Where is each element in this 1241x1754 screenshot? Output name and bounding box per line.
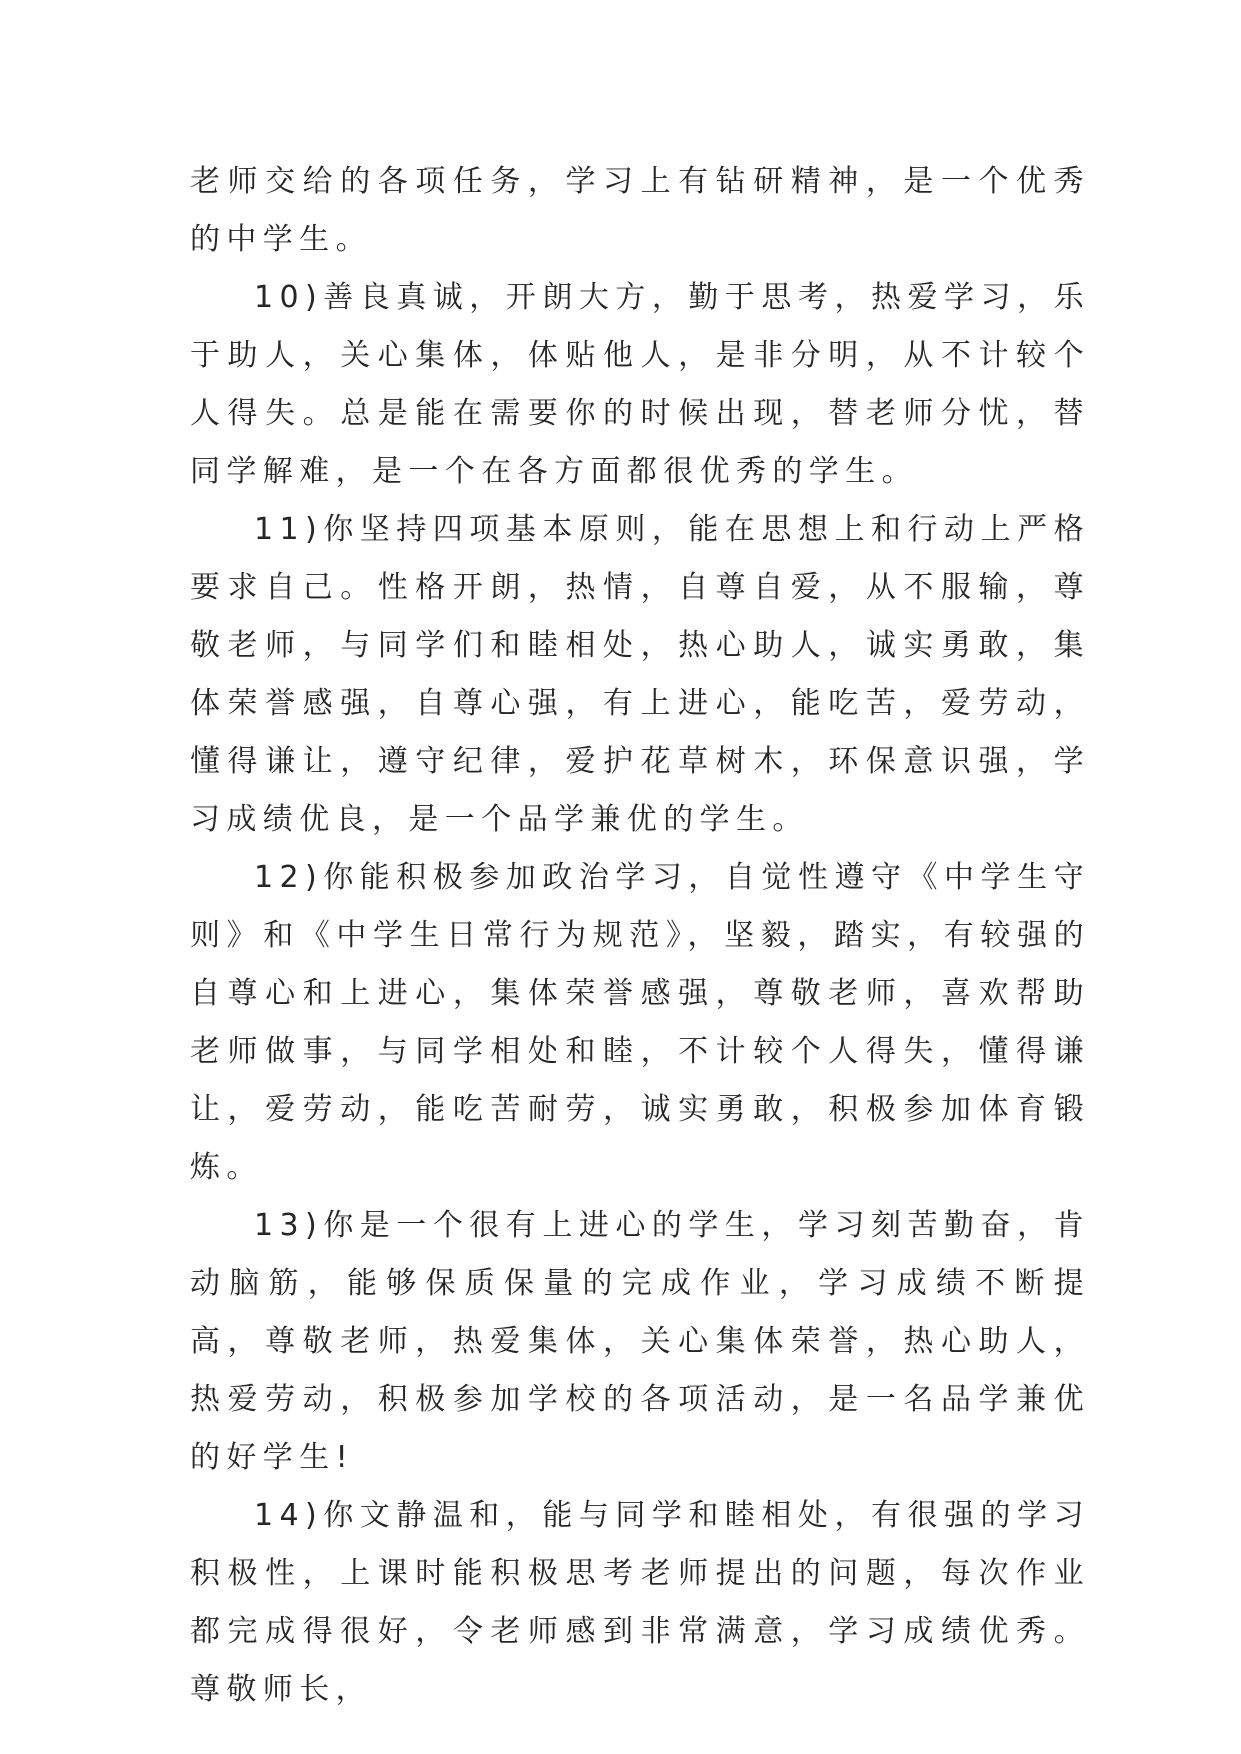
paragraph-10: 10)善良真诚，开朗大方，勤于思考，热爱学习，乐于助人，关心集体，体贴他人，是非分明，从不计较个人得失。总是能在需要你的时候出现，替老师分忧，替同学解难，是一个在各方面都很优秀的学生。 — [190, 280, 1090, 489]
paragraph-continued: 老师交给的各项任务，学习上有钻研精神，是一个优秀的中学生。 — [190, 164, 1090, 257]
document-body — [190, 153, 1090, 1719]
paragraph-14: 14)你文静温和，能与同学和睦相处，有很强的学习积极性，上课时能积极思考老师提出的问题，每次作业都完成得很好，令老师感到非常满意，学习成绩优秀。尊敬师长， — [190, 1498, 1090, 1707]
paragraph-12: 12)你能积极参加政治学习，自觉性遵守《中学生守则》和《中学生日常行为规范》，坚毅，踏实，有较强的自尊心和上进心，集体荣誉感强，尊敬老师，喜欢帮助老师做事，与同学相处和睦，不计较个人得失，懂得谦让，爱劳动，能吃苦耐劳，诚实勇敢，积极参加体育锻炼。 — [190, 860, 1090, 1185]
paragraph-11: 11)你坚持四项基本原则，能在思想上和行动上严格要求自己。性格开朗，热情，自尊自爱，从不服输，尊敬老师，与同学们和睦相处，热心助人，诚实勇敢，集体荣誉感强，自尊心强，有上进心，能吃苦，爱劳动，懂得谦让，遵守纪律，爱护花草树木，环保意识强，学习成绩优良，是一个品学兼优的学生。 — [190, 512, 1090, 837]
paragraph-13: 13)你是一个很有上进心的学生，学习刻苦勤奋，肯动脑筋，能够保质保量的完成作业，学习成绩不断提高，尊敬老师，热爱集体，关心集体荣誉，热心助人，热爱劳动，积极参加学校的各项活动，是一名品学兼优的好学生! — [190, 1208, 1090, 1475]
